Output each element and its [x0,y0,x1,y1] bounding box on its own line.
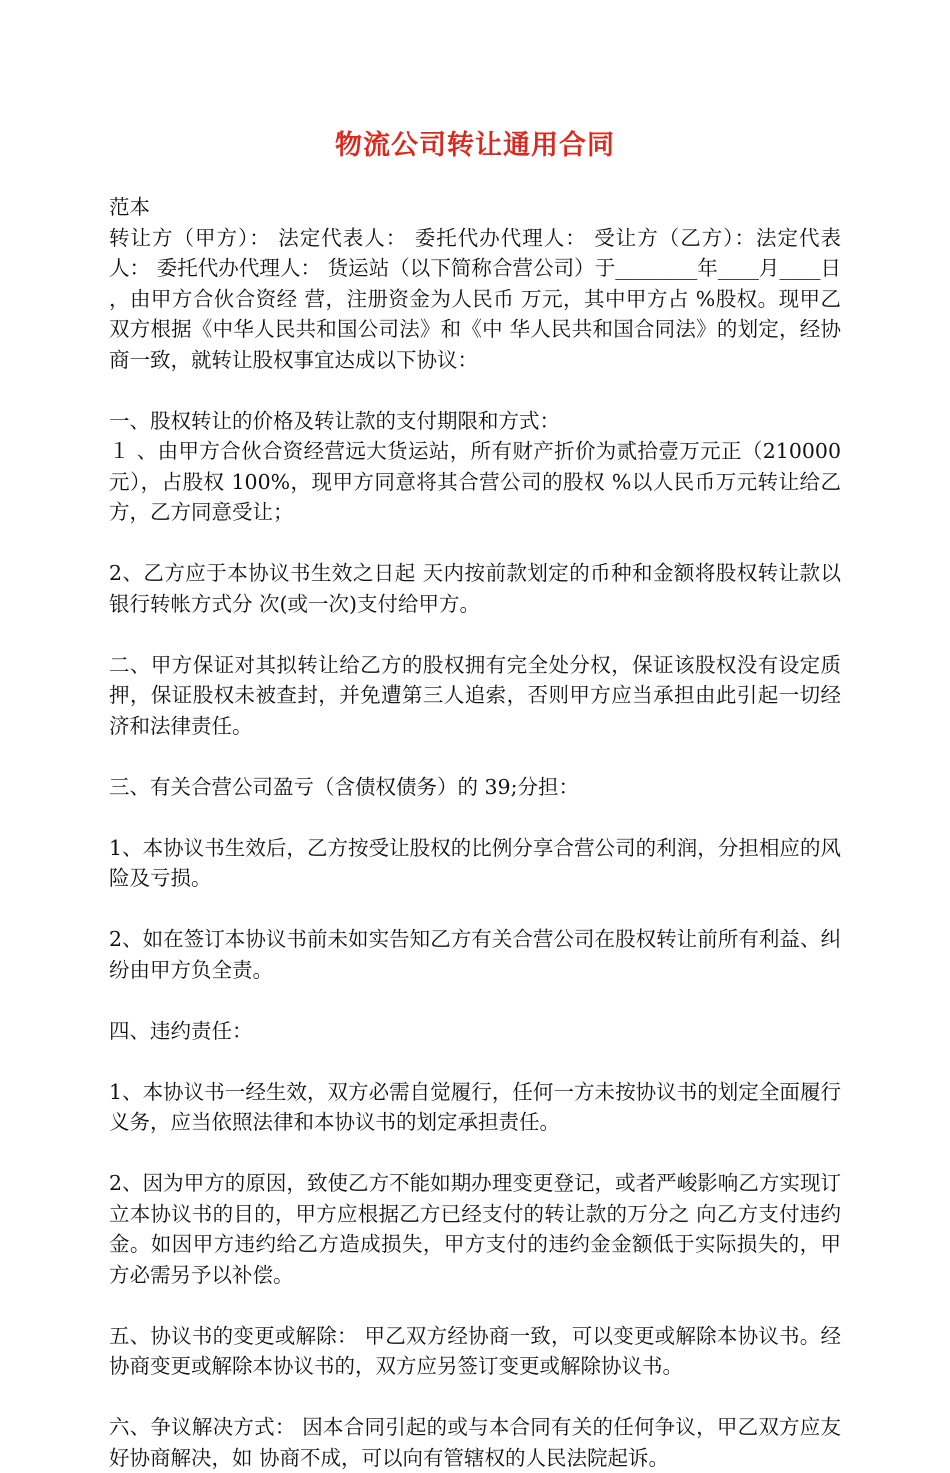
paragraph-clause-3-1: 1、本协议书生效后，乙方按受让股权的比例分享合营公司的利润，分担相应的风险及亏损。 [109,835,841,890]
section-heading-5: 五、协议书的变更或解除： 甲乙双方经协商一致，可以变更或解除本协议书。经协商变更或解除本协议书的，双方应另签订变更或解除协议书。 [109,1323,841,1378]
document-body [109,192,841,1473]
paragraph-clause-4-1: 1、本协议书一经生效，双方必需自觉履行，任何一方未按协议书的划定全面履行义务，应当依照法律和本协议书的划定承担责任。 [109,1079,841,1134]
section-heading-2: 二、甲方保证对其拟转让给乙方的股权拥有完全处分权，保证该股权没有设定质押，保证股权未被查封，并免遭第三人追索，否则甲方应当承担由此引起一切经济和法律责任。 [109,652,841,738]
section-heading-6: 六、争议解决方式： 因本合同引起的或与本合同有关的任何争议，甲乙双方应友好协商解决，如 协商不成，可以向有管辖权的人民法院起诉。 [109,1415,841,1470]
paragraph-gap [109,985,841,1016]
section-heading-4: 四、违约责任： [109,1018,253,1043]
paragraph-gap [109,741,841,772]
paragraph-clause-4-2: 2、因为甲方的原因，致使乙方不能如期办理变更登记，或者严峻影响乙方实现订立本协议书的目的，甲方应根据乙方已经支付的转让款的万分之 向乙方支付违约金。如因甲方违约给乙方造成损失，甲方支付的违约金金额低于实际损失的，甲方必需另予以补偿。 [109,1171,841,1287]
document-title: 物流公司转让通用合同 [335,130,615,161]
paragraph-clause-1-2: 2、乙方应于本协议书生效之日起 天内按前款划定的币种和金额将股权转让款以银行转帐方式分 次(或一次)支付给甲方。 [109,561,841,616]
paragraph-gap [109,1046,841,1077]
paragraph-parties: 转让方（甲方）： 法定代表人： 委托代办代理人： 受让方（乙方）：法定代表人： 委托代办代理人： 货运站（以下简称合营公司）于________年____月____日 ，由甲方合伙合资经 营，注册资金为人民币 万元，其中甲方占 %股权。现甲乙双方根据《中华人民共和国公司法》和《中 华人民共和国合同法》的划定，经协商一致，就转让股权事宜达成以下协议： [109,225,841,372]
paragraph-clause-3-2: 2、如在签订本协议书前未如实告知乙方有关合营公司在股权转让前所有利益、纠纷由甲方负全责。 [109,927,841,982]
paragraph-clause-1-1: １ 、由甲方合伙合资经营远大货运站，所有财产折价为贰拾壹万元正（210000 元），占股权 100%，现甲方同意将其合营公司的股权 %以人民币万元转让给乙方，乙方同意受让； [109,439,841,524]
section-heading-1: 一、股权转让的价格及转让款的支付期限和方式： [109,408,560,433]
paragraph-template-label: 范本 [109,195,150,219]
paragraph-gap [109,1290,841,1321]
paragraph-gap [109,375,841,406]
paragraph-gap [109,1138,841,1169]
paragraph-gap [109,802,841,833]
paragraph-gap [109,528,841,559]
section-heading-3: 三、有关合营公司盈亏（含债权债务）的 39;分担： [109,774,580,799]
paragraph-gap [109,894,841,925]
paragraph-gap [109,619,841,650]
paragraph-gap [109,1382,841,1413]
